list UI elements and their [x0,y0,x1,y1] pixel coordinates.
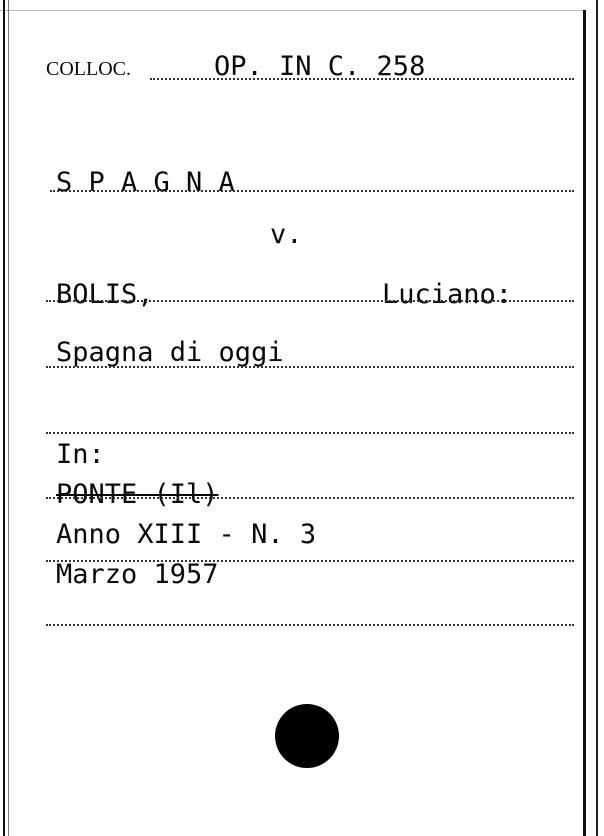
title-rule [46,366,574,368]
relation-mark: v. [270,219,303,250]
author-rule [46,300,574,302]
country-rule [50,190,574,192]
punch-hole [275,704,339,768]
journal-issue: Anno XIII - N. 3 [56,519,317,550]
card-left-edge [3,0,5,836]
card-left-inner-edge [8,0,9,836]
card-top-edge [0,10,586,11]
in-label: In: [56,439,105,470]
journal-date: Marzo 1957 [56,559,219,590]
colloc-rule [150,78,574,80]
bottom-rule [46,624,574,626]
work-title: Spagna di oggi [56,337,284,368]
journal-name: PONTE (Il) [56,479,219,510]
colloc-value: OP. IN C. 258 [214,51,426,82]
journal-rule [46,497,574,499]
author-firstname: Luciano: [382,279,513,310]
author-surname: BOLIS, [56,279,154,310]
blank-rule [46,432,574,434]
colloc-label: COLLOC. [46,58,131,80]
card-right-outer-edge [596,0,598,836]
subject-country: S P A G N A [56,167,235,198]
card-right-edge [583,10,586,836]
